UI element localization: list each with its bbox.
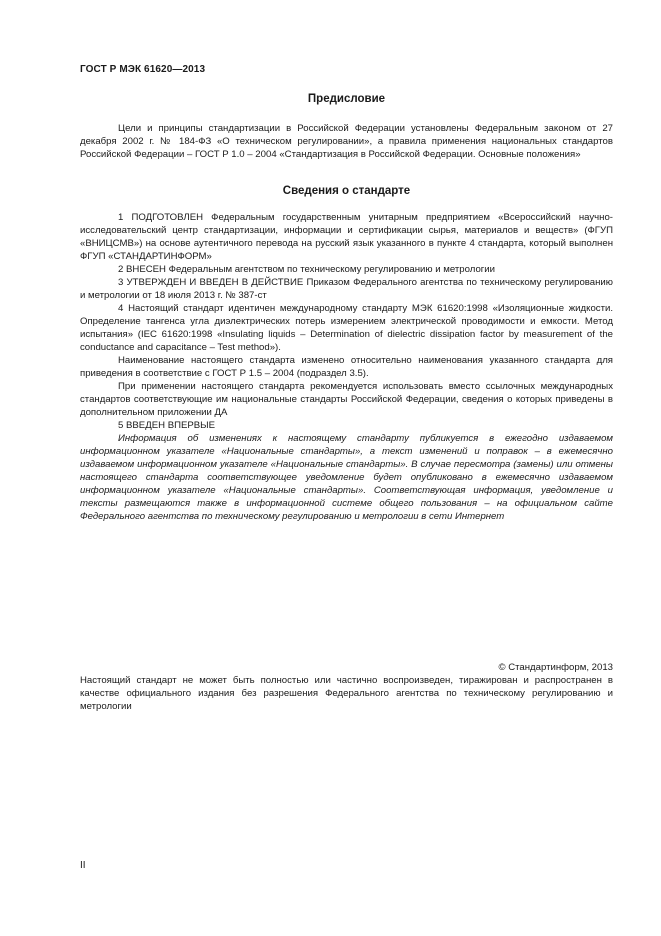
- changes-notice: Информация об изменениях к настоящему стандарту публикуется в ежегодно издаваемом информационном указателе «Национальные стандарты», а текст изменений и поправок – в ежемесячно издаваемом информационном указателе «Национальные стандарты». В случае пересмотра (замены) или отмены настоящего стандарта соответствующее уведомление будет опубликовано в ежемесячно издаваемом информационном указателе «Национальные стандарты». Соответствующая информация, уведомление и тексты размещаются также в информационной системе общего пользования – на официальном сайте Федерального агентства по техническому регулированию и метрологии в сети Интернет: [80, 433, 613, 522]
- copyright-line: © Стандартинформ, 2013: [498, 662, 613, 673]
- info-paragraph-name-changed: Наименование настоящего стандарта изменено относительно наименования указанного стандарта для приведения в соответствие с ГОСТ Р 1.5 – 2004 (подраздел 3.5).: [80, 355, 613, 379]
- info-paragraph-identical: 4 Настоящий стандарт идентичен международному стандарту МЭК 61620:1998 «Изоляционные жидкости. Определение тангенса угла диэлектрических потерь измерением электрической проводимости и емкости. Метод испытания» (IEC 61620:1998 «Insulating liquids – Determination of dielectric dissipation factor by measurement of the conductance and capacitance – Test method»).: [80, 303, 613, 353]
- standard-info-title: Сведения о стандарте: [282, 185, 411, 197]
- standard-info-section: [80, 211, 613, 523]
- page-number: II: [80, 860, 86, 871]
- foreword-title: Предисловие: [307, 93, 386, 105]
- info-paragraph-introduced: 2 ВНЕСЕН Федеральным агентством по техническому регулированию и метрологии: [118, 264, 496, 275]
- foreword-text: Цели и принципы стандартизации в Российской Федерации установлены Федеральным законом от 27 декабря 2002 г. № 184-ФЗ «О техническом регулировании», а правила применения национальных стандартов Российской Федерации – ГОСТ Р 1.0 – 2004 «Стандартизация в Российской Федерации. Основные положения»: [80, 123, 613, 160]
- info-paragraph-prepared: 1 ПОДГОТОВЛЕН Федеральным государственным унитарным предприятием «Всероссийский научно-исследовательский центр стандартизации, информации и сертификации сырья, материалов и веществ» (ФГУП «ВНИЦСМВ») на основе аутентичного перевода на русский язык указанного в пункте 4 стандарта, который выполнен ФГУП «СТАНДАРТИНФОРМ»: [80, 212, 613, 262]
- info-paragraph-approved: 3 УТВЕРЖДЕН И ВВЕДЕН В ДЕЙСТВИЕ Приказом Федерального агентства по техническому регулированию и метрологии от 18 июля 2013 г. № 387-ст: [80, 277, 613, 301]
- footer-section: [80, 661, 613, 713]
- info-paragraph-first-introduced: 5 ВВЕДЕН ВПЕРВЫЕ: [118, 420, 216, 431]
- foreword-section: [80, 122, 613, 161]
- reproduction-notice: Настоящий стандарт не может быть полностью или частично воспроизведен, тиражирован и распространен в качестве официального издания без разрешения Федерального агентства по техническому регулированию и метрологии: [80, 675, 613, 712]
- document-header: ГОСТ Р МЭК 61620—2013: [80, 64, 206, 75]
- info-paragraph-references: При применении настоящего стандарта рекомендуется использовать вместо ссылочных международных стандартов соответствующие им национальные стандарты Российской Федерации, сведения о которых приведены в дополнительном приложении ДА: [80, 381, 613, 418]
